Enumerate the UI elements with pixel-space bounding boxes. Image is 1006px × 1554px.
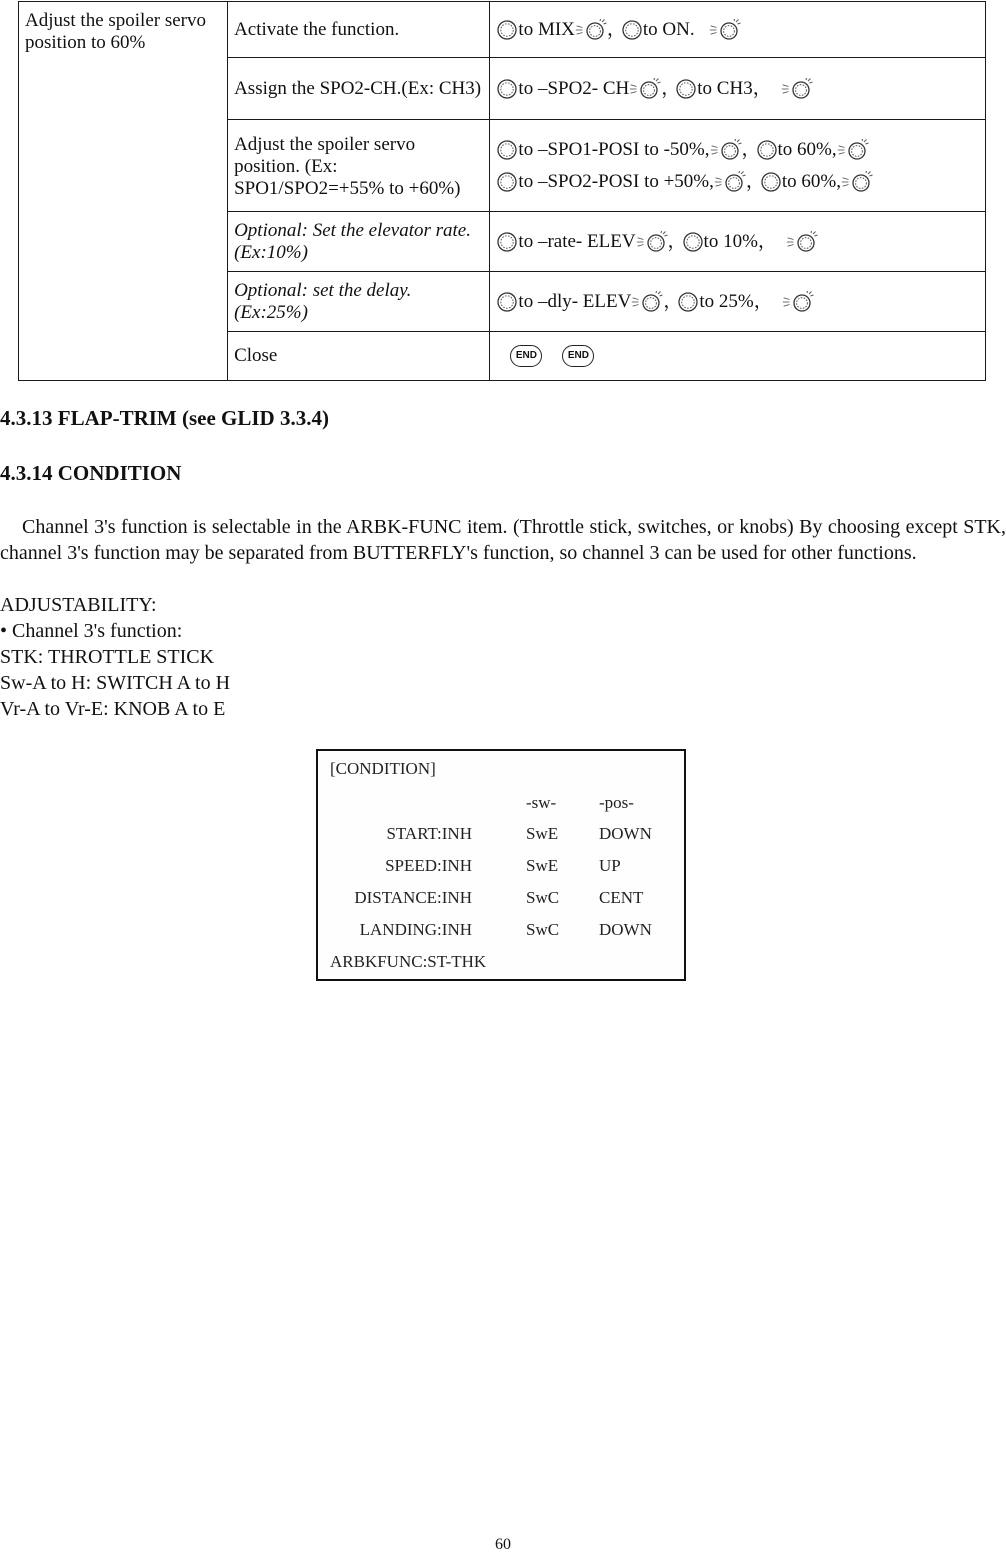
dial-press-icon [791,78,813,100]
step-text: Close [234,345,278,366]
step-cell [228,212,490,272]
dial-icon [675,78,697,100]
step-cell [228,120,490,212]
separator: ， [663,290,683,312]
action-text: to MIX [518,18,575,40]
dial-press-icon [639,78,661,100]
dial-icon [682,231,704,253]
section-number: 4.3.13 [0,406,53,430]
step-text: Optional: set the delay. (Ex:25%) [234,279,412,323]
adjustability-line: STK: THROTTLE STICK [0,646,215,668]
section-title: FLAP-TRIM (see GLID 3.3.4) [57,406,329,430]
end-key-icon: END [510,345,542,367]
separator: ， [606,18,626,40]
step-text: Activate the function. [234,18,400,40]
screen-row-pos: CENT [599,888,644,907]
action-text: to –rate- ELEV [518,230,636,252]
screen-row-sw: SwC [526,920,560,939]
adjustability-heading: ADJUSTABILITY: [0,594,157,616]
section-heading-condition: 4.3.14 CONDITION [0,461,182,485]
dial-press-icon [646,231,668,253]
section-heading-flap-trim [0,406,329,431]
dial-press-icon [841,171,851,193]
dial-press-icon [636,231,646,253]
group-label-cell [19,2,228,381]
screen-row-pos: DOWN [599,824,652,843]
dial-press-icon [720,139,742,161]
action-text: to 10% [703,230,758,252]
screen-row-label: DISTANCE:INH [354,888,472,907]
action-text: to 25% [699,290,754,312]
step-cell [228,332,490,381]
dial-press-icon [786,231,796,253]
step-cell [228,272,490,332]
dial-press-icon [782,291,792,313]
paragraph-text: Channel 3's function is selectable in the ARBK-FUNC item. (Throttle stick, switches, or knobs) By choosing except STK, channel 3's function may be separated from BUTTERFLY's function, so channel 3 can be used for other functions. [0,516,1006,564]
dial-icon [756,139,778,161]
separator: ， [752,77,772,99]
screen-col-sw: -sw- [526,793,557,812]
dial-press-icon [575,19,585,41]
action-cell [490,58,986,120]
screen-row-label: LANDING:INH [359,920,472,939]
dial-press-icon [851,171,873,193]
action-text: to ON. [642,18,695,40]
screen-row-pos: DOWN [599,920,652,939]
screen-title: [CONDITION] [330,759,436,778]
dial-press-icon [629,78,639,100]
separator: ， [753,290,773,312]
step-text: Optional: Set the elevator rate.(Ex:10%) [234,219,471,263]
condition-screen-image [316,749,686,981]
adjustability-line: • Channel 3's function: [0,620,183,642]
dial-press-icon [709,19,719,41]
screen-row-label: START:INH [386,824,472,843]
action-cell [490,212,986,272]
dial-press-icon [837,139,847,161]
screen-row-sw: SwE [526,824,559,843]
dial-icon [621,19,643,41]
separator: ， [741,138,761,160]
adjustability-line: Vr-A to Vr-E: KNOB A to E [0,698,226,720]
action-text: to 60%, [781,170,841,192]
step-cell [228,2,490,58]
action-text: to –SPO2-POSI to +50%, [518,170,714,192]
dial-press-icon [724,171,746,193]
dial-press-icon [714,171,724,193]
dial-press-icon [631,291,641,313]
action-text: to 60%, [777,138,837,160]
dial-press-icon [719,19,741,41]
dial-icon [677,291,699,313]
end-key-icon: END [562,345,594,367]
adjustability-line: Sw-A to H: SWITCH A to H [0,672,231,694]
action-cell [490,332,986,381]
separator: ， [745,170,765,192]
dial-press-icon [792,291,814,313]
action-cell [490,2,986,58]
action-text: to CH3 [697,77,753,99]
screen-row-label: SPEED:INH [385,856,472,875]
screen-row-pos: UP [599,856,621,875]
dial-icon [496,139,518,161]
adjustability-block [0,592,230,722]
dial-icon [496,171,518,193]
dial-press-icon [781,78,791,100]
screen-footer: ARBKFUNC:ST-THK [330,952,487,971]
separator: ， [667,230,687,252]
dial-press-icon [641,291,663,313]
dial-press-icon [847,139,869,161]
step-text: Adjust the spoiler servo position. (Ex: SPO1/SPO2=+55% to +60%) [234,133,461,199]
group-label: Adjust the spoiler servo position to 60% [25,10,207,53]
screen-col-pos: -pos- [599,793,634,812]
action-cell [490,120,986,212]
dial-press-icon [796,231,818,253]
screen-row-sw: SwC [526,888,560,907]
dial-icon [496,78,518,100]
dial-icon [496,19,518,41]
dial-press-icon [710,139,720,161]
step-cell [228,58,490,120]
dial-icon [496,291,518,313]
step-text: Assign the SPO2-CH.(Ex: CH3) [234,77,482,99]
action-text: to –SPO2- CH [518,77,630,99]
screen-row-sw: SwE [526,856,559,875]
action-text: to –dly- ELEV [518,290,632,312]
action-text: to –SPO1-POSI to -50%, [518,138,710,160]
dial-icon [496,231,518,253]
page-number: 60 [495,1536,511,1553]
instruction-table [18,1,986,381]
description-paragraph [0,514,1006,566]
action-cell [490,272,986,332]
dial-press-icon [585,19,607,41]
dial-icon [760,171,782,193]
separator: ， [757,230,777,252]
separator: ， [661,77,681,99]
